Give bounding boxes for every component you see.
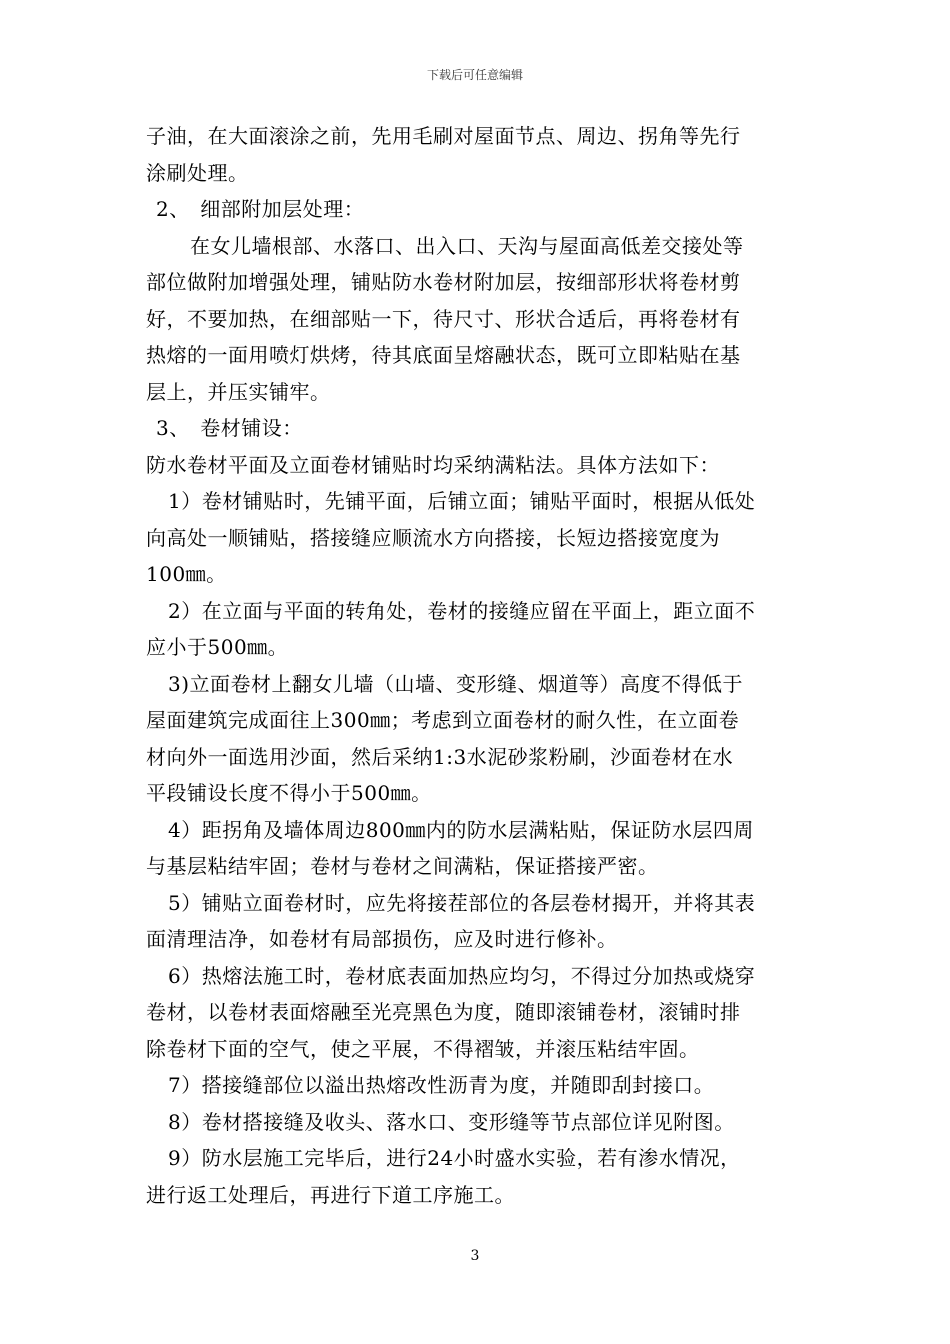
text-line: 层上，并压实铺牢。 — [146, 379, 331, 404]
text-line: 2、 细部附加层处理： — [156, 197, 365, 221]
page-header: 下载后可任意编辑 — [426, 68, 523, 82]
page-number: 3 — [470, 1248, 480, 1264]
text-line: 100㎜。 — [146, 562, 227, 586]
text-line: 材向外一面选用沙面，然后采纳1:3水泥砂浆粉刷，沙面卷材在水 — [146, 744, 734, 769]
text-line: 子油，在大面滚涂之前，先用毛刷对屋面节点、周边、拐角等先行 — [146, 124, 741, 148]
text-line: 5）铺贴立面卷材时，应先将接茬部位的各层卷材揭开，并将其表 — [168, 890, 756, 915]
text-line: 4）距拐角及墙体周边800㎜内的防水层满粘贴，保证防水层四周 — [168, 817, 754, 842]
text-line: 与基层粘结牢固；卷材与卷材之间满粘，保证搭接严密。 — [146, 854, 659, 878]
text-line: 9）防水层施工完毕后，进行24小时盛水实验，若有渗水情况， — [168, 1146, 741, 1170]
text-line: 除卷材下面的空气，使之平展，不得褶皱，并滚压粘结牢固。 — [146, 1036, 700, 1061]
text-line: 8）卷材搭接缝及收头、落水口、变形缝等节点部位详见附图。 — [168, 1109, 735, 1134]
text-line: 进行返工处理后，再进行下道工序施工。 — [146, 1182, 515, 1207]
document-body — [146, 118, 806, 1213]
text-line: 向高处一顺铺贴，搭接缝应顺流水方向搭接，长短边搭接宽度为 — [146, 525, 720, 550]
text-line: 面清理洁净，如卷材有局部损伤，应及时进行修补。 — [146, 927, 618, 951]
text-line: 好，不要加热，在细部贴一下，待尺寸、形状合适后，再将卷材有 — [146, 306, 741, 331]
text-line: 防水卷材平面及立面卷材铺贴时均采纳满粘法。具体方法如下： — [146, 452, 720, 477]
text-line: 涂刷处理。 — [146, 160, 249, 185]
text-line: 部位做附加增强处理，铺贴防水卷材附加层，按细部形状将卷材剪 — [146, 270, 741, 294]
text-line: 屋面建筑完成面往上300㎜；考虑到立面卷材的耐久性，在立面卷 — [146, 708, 740, 732]
text-line: 热熔的一面用喷灯烘烤，待其底面呈熔融状态，既可立即粘贴在基 — [146, 343, 741, 367]
text-line: 3、 卷材铺设： — [156, 416, 303, 440]
text-line: 平段铺设长度不得小于500㎜。 — [146, 781, 432, 805]
text-line: 6）热熔法施工时，卷材底表面加热应均匀，不得过分加热或烧穿 — [168, 963, 756, 988]
text-line: 2）在立面与平面的转角处，卷材的接缝应留在平面上，距立面不 — [168, 598, 756, 623]
text-line: 1）卷材铺贴时，先铺平面，后铺立面；铺贴平面时，根据从低处 — [168, 489, 756, 513]
text-line: 7）搭接缝部位以溢出热熔改性沥青为度，并随即刮封接口。 — [168, 1073, 715, 1097]
text-line: 应小于500㎜。 — [146, 635, 289, 659]
text-line: 卷材，以卷材表面熔融至光亮黑色为度，随即滚铺卷材，滚铺时排 — [146, 1000, 741, 1024]
text-line: 3)立面卷材上翻女儿墙（山墙、变形缝、烟道等）高度不得低于 — [168, 671, 744, 696]
text-line: 在女儿墙根部、水落口、出入口、天沟与屋面高低差交接处等 — [190, 233, 744, 258]
